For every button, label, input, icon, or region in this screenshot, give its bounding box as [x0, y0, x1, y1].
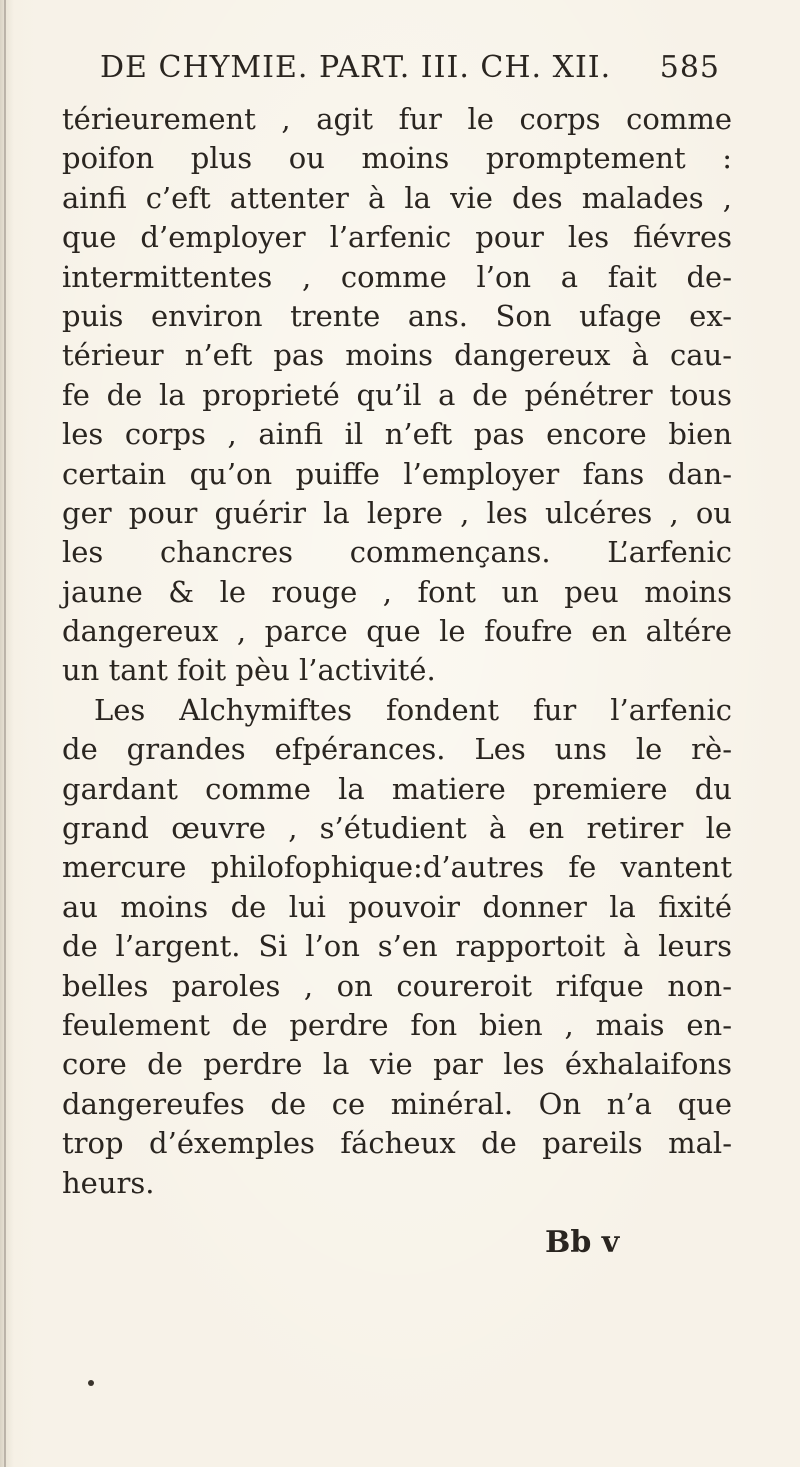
ink-speck: [88, 1380, 94, 1386]
text-line: core de perdre la vie par les éxhalaifons: [62, 1047, 732, 1082]
text-line: que d’employer l’arfenic pour les fiévres: [62, 220, 732, 255]
running-title: DE CHYMIE. PART. III. CH. XII.: [100, 50, 612, 85]
text-line: térieurement , agit fur le corps comme: [62, 102, 732, 136]
text-line: mercure philofophique:d’autres fe vantent: [62, 850, 732, 885]
text-line: au moins de lui pouvoir donner la fixité: [62, 889, 732, 924]
text-line: fe de la proprieté qu’il a de pénétrer tous: [62, 377, 732, 412]
text-line: de l’argent. Si l’on s’en rapportoit à leurs: [62, 929, 732, 964]
text-line: térieur n’eft pas moins dangereux à cau-: [62, 338, 732, 373]
page-number: 585: [659, 50, 720, 85]
text-line: grand œuvre , s’étudient à en retirer le: [62, 811, 732, 846]
text-line: feulement de perdre fon bien , mais en-: [62, 1007, 732, 1042]
text-line: dangereux , parce que le foufre en altére: [62, 614, 732, 649]
text-line: les chancres commençans. L’arfenic: [62, 535, 732, 570]
text-line: les corps , ainfi il n’eft pas encore bien: [62, 417, 732, 452]
page-gutter-edge: [4, 0, 6, 1467]
text-line: certain qu’on puiffe l’employer fans dan-: [62, 456, 732, 491]
text-line: Les Alchymiftes fondent fur l’arfenic: [94, 692, 732, 727]
body-text: [62, 100, 732, 1203]
signature-mark: Bb v: [545, 1225, 620, 1260]
text-line: belles paroles , on coureroit rifque non-: [62, 968, 732, 1003]
text-line: puis environ trente ans. Son ufage ex-: [62, 298, 732, 333]
text-line: trop d’éxemples fácheux de pareils mal-: [62, 1126, 732, 1161]
text-line: gardant comme la matiere premiere du: [62, 771, 732, 806]
text-line: jaune & le rouge , font un peu moins: [62, 574, 732, 609]
text-line: ainfi c’eft attenter à la vie des malades ,: [62, 180, 732, 215]
text-line: de grandes efpérances. Les uns le rè-: [62, 732, 732, 767]
text-line: intermittentes , comme l’on a fait de-: [62, 259, 732, 294]
text-line: heurs.: [62, 1165, 155, 1200]
text-line: poifon plus ou moins promptement :: [62, 141, 732, 176]
page-header: [100, 50, 720, 100]
text-line: un tant foit pèu l’activité.: [62, 653, 436, 688]
text-line: dangereufes de ce minéral. On n’a que: [62, 1086, 732, 1121]
text-line: ger pour guérir la lepre , les ulcéres , ou: [62, 495, 732, 530]
